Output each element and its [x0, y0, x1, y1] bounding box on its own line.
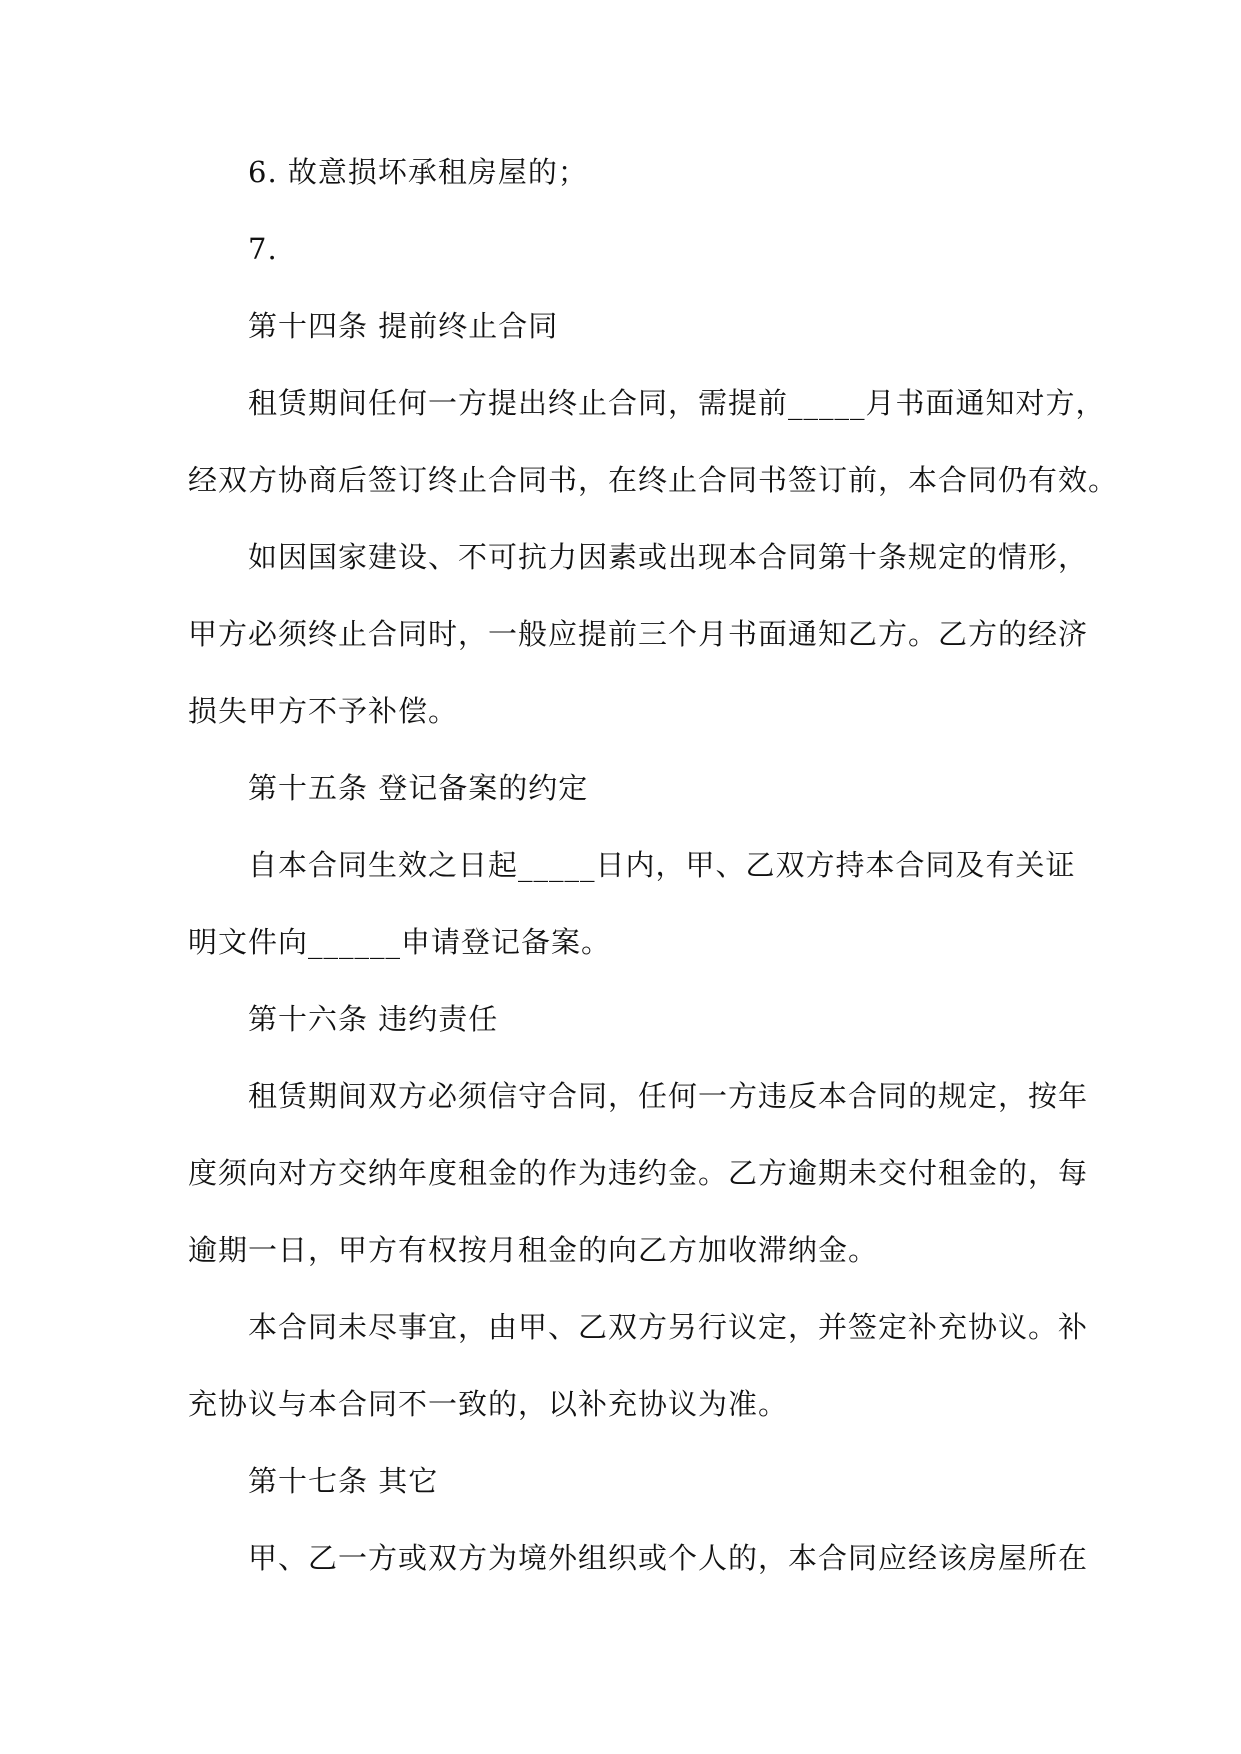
article-15-heading: 第十五条 登记备案的约定: [248, 771, 589, 805]
paragraph-line: 度须向对方交纳年度租金的作为违约金。乙方逾期未交付租金的，每: [188, 1156, 1089, 1190]
article-17-heading: 第十七条 其它: [248, 1464, 439, 1498]
paragraph-line: 租赁期间任何一方提出终止合同，需提前_____月书面通知对方，: [248, 386, 1106, 420]
paragraph-line: 明文件向______申请登记备案。: [188, 925, 612, 959]
paragraph-line: 甲、乙一方或双方为境外组织或个人的，本合同应经该房屋所在: [248, 1541, 1089, 1575]
paragraph-line: 租赁期间双方必须信守合同，任何一方违反本合同的规定，按年: [248, 1079, 1089, 1113]
article-16-heading: 第十六条 违约责任: [248, 1002, 499, 1036]
paragraph-line: 自本合同生效之日起_____日内，甲、乙双方持本合同及有关证: [248, 848, 1076, 882]
paragraph-line: 逾期一日，甲方有权按月租金的向乙方加收滞纳金。: [188, 1233, 879, 1267]
paragraph-line: 本合同未尽事宜，由甲、乙双方另行议定，并签定补充协议。补: [248, 1310, 1089, 1344]
paragraph-line: 甲方必须终止合同时，一般应提前三个月书面通知乙方。乙方的经济: [188, 617, 1089, 651]
paragraph-line: 如因国家建设、不可抗力因素或出现本合同第十条规定的情形，: [248, 540, 1089, 574]
paragraph-line: 经双方协商后签订终止合同书，在终止合同书签订前，本合同仍有效。: [188, 463, 1119, 497]
list-item-6: 6. 故意损坏承租房屋的；: [248, 155, 588, 189]
article-14-heading: 第十四条 提前终止合同: [248, 309, 559, 343]
paragraph-line: 损失甲方不予补偿。: [188, 694, 459, 728]
list-item-7: 7.: [248, 232, 278, 266]
paragraph-line: 充协议与本合同不一致的，以补充协议为准。: [188, 1387, 789, 1421]
